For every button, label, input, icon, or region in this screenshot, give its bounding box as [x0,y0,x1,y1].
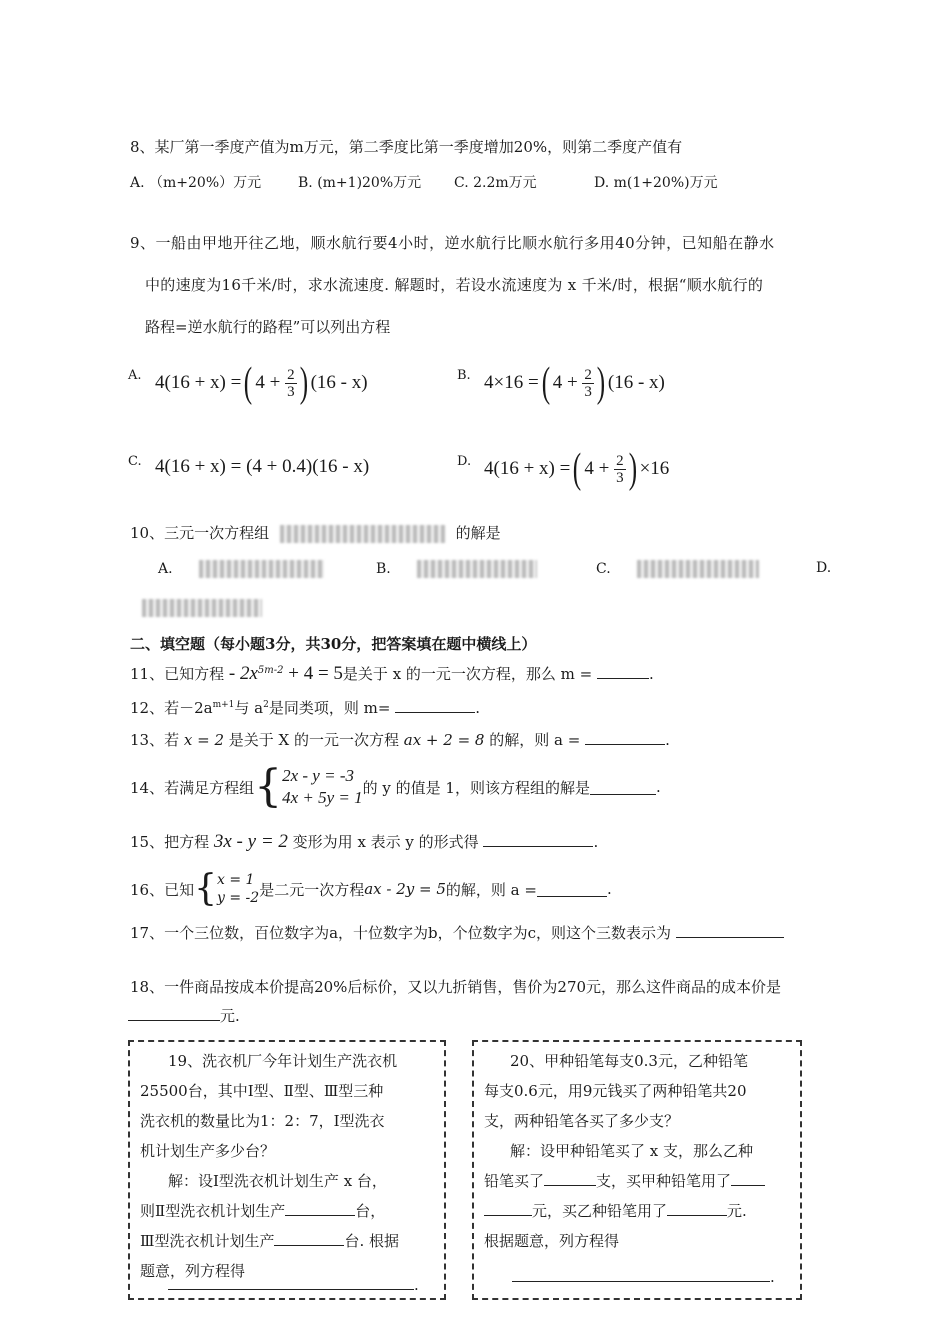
question-10-stem-prefix: 10、三元一次方程组 [130,524,270,542]
question-18-end: 元. [220,1007,240,1025]
question-9-option-d-equation [484,446,669,492]
question-19-line-8: 题意，列方程得 [140,1262,246,1280]
question-14-suffix: 的 y 的值是 1，则该方程组的解是 [362,778,590,797]
option-label: A. [158,561,173,577]
question-10-stem [130,522,501,543]
fraction-denominator: 3 [616,469,624,486]
question-16-system [217,871,259,907]
question-11-expr: - 2x [228,663,258,684]
question-16-equation: ax - 2y = 5 [364,880,446,898]
question-12-exponent-2: 2 [263,700,269,710]
question-13-prefix: 13、若 [130,731,180,749]
question-11-exponent: 5m-2 [257,665,284,676]
question-14-answer-blank[interactable] [590,780,656,795]
question-20-line-6-suffix: 元. [727,1202,747,1220]
question-11-prefix: 11、已知方程 [130,665,225,683]
fraction-numerator: 2 [287,366,295,383]
question-20-blank-cost-a[interactable] [731,1171,765,1186]
blurred-answer-image [417,560,537,578]
question-20-blank-count-b[interactable] [544,1171,596,1186]
question-17 [130,922,784,943]
question-20-equation-blank[interactable] [512,1267,770,1282]
question-18-line-1: 18、一件商品按成本价提高20%后标价，又以九折销售，售价为270元，那么这件商品的成本价是 [130,978,782,996]
question-15-prefix: 15、把方程 [130,833,210,851]
question-12-suffix: 是同类项，则 m= [268,699,391,717]
question-17-text: 17、一个三位数，百位数字为a，十位数字为b，个位数字为c，则这个三数表示为 [130,924,672,942]
question-14-prefix: 14、若满足方程组 [130,778,255,797]
equation-right: (16 - x) [607,372,665,393]
question-8-option-a: A. （m+20%）万元 [130,175,262,191]
question-13-condition: x = 2 [183,731,224,749]
question-10-option-d: D. [816,560,832,576]
question-8-option-d: D. m(1+20%)万元 [594,175,718,191]
question-13-equation: ax + 2 = 8 [403,731,485,749]
question-8-option-b: B. (m+1)20%万元 [298,175,422,191]
right-paren: ) [299,360,308,406]
question-20-line-5-text: 铅笔买了 [484,1172,545,1190]
question-10-option-c [596,560,759,578]
equation-left: 4(16 + x) = [155,372,242,393]
question-18-answer-blank[interactable] [128,1006,220,1021]
question-20-line-7: 根据题意，列方程得 [484,1232,620,1250]
question-19-line-5: 解：设Ⅰ型洗衣机计划生产 x 台， [168,1172,387,1190]
question-11-answer-blank[interactable] [597,664,649,679]
blurred-answer-image [637,560,759,578]
question-19-line-2: 25500台，其中Ⅰ型、Ⅱ型、Ⅲ型三种 [140,1082,384,1100]
fraction-denominator: 3 [287,383,295,400]
blurred-answer-image [142,599,262,617]
left-paren: ( [541,360,550,406]
question-18-line-2 [128,1005,240,1026]
question-16-end: . [606,880,612,898]
question-11-suffix: 是关于 x 的一元一次方程，那么 m = [342,665,593,683]
question-17-answer-blank[interactable] [676,923,784,938]
question-20-line-4: 解：设甲种铅笔买了 x 支，那么乙种 [510,1142,753,1160]
question-13-answer-blank[interactable] [585,730,665,745]
question-19-blank-type3[interactable] [274,1231,344,1246]
question-9-option-c-label: C. [128,454,142,469]
question-20-line-8 [512,1262,775,1292]
question-20-line-3: 支，两种铅笔各买了多少支？ [484,1112,680,1130]
question-19-line-7 [140,1226,399,1256]
question-20-line-5 [484,1166,765,1196]
question-9-option-a-equation [155,360,368,406]
fraction-numerator: 2 [584,366,592,383]
question-20-end: . [770,1268,775,1286]
question-20-line-2: 每支0.6元，用9元钱买了两种铅笔共20 [484,1082,747,1100]
question-12-end: . [475,699,480,717]
question-9-option-b-label: B. [457,368,471,383]
question-11 [130,663,654,685]
question-12 [130,697,480,718]
left-brace: { [194,868,217,909]
question-19-line-9 [168,1270,419,1300]
blurred-answer-image [199,560,324,578]
question-20-line-6-text: 元，买乙种铅笔用了 [532,1202,668,1220]
left-brace: { [254,761,283,812]
question-15-end: . [593,833,599,851]
option-label: B. [376,561,391,577]
question-9-line-1: 9、一船由甲地开往乙地，顺水航行要4小时，逆水航行比顺水航行多用40分钟，已知船在静水 [130,234,775,252]
question-19-line-4: 机计划生产多少台？ [140,1142,276,1160]
question-19-line-7-text: Ⅲ型洗衣机计划生产 [140,1232,275,1250]
option-label: C. [596,561,611,577]
question-10-option-d-image [142,598,262,617]
question-19-line-3: 洗衣机的数量比为1：2：7，Ⅰ型洗衣 [140,1112,385,1130]
equation-term: 4 + [584,458,610,479]
question-9-option-c-equation: 4(16 + x) = (4 + 0.4)(16 - x) [155,456,370,477]
question-19-line-6-text: 则Ⅱ型洗衣机计划生产 [140,1202,286,1220]
question-9-option-a-label: A. [128,368,142,383]
system-equation-2: y = -2 [217,890,260,906]
system-equation-1: 2x - y = -3 [282,766,354,785]
question-14-end: . [655,778,661,796]
question-12-prefix: 12、若－2a [130,699,213,717]
question-9-option-b-equation [484,360,665,406]
equation-term: 4 + [552,372,578,393]
question-9-option-d-label: D. [457,454,472,469]
question-12-exponent: m+1 [212,700,235,710]
blurred-equation-system-image [280,525,445,543]
question-20-line-5-middle: 支，买甲种铅笔用了 [596,1172,732,1190]
question-19-line-6 [140,1196,385,1226]
fraction-denominator: 3 [584,383,592,400]
question-9-line-2: 中的速度为16千米/时，求水流速度. 解题时，若设水流速度为 x 千米/时，根据“顺水航行的 [145,276,764,294]
question-15-answer-blank[interactable] [483,832,593,847]
question-15-equation: 3x - y = 2 [213,831,288,852]
question-12-middle: 与 a [234,699,264,717]
question-10-stem-suffix: 的解是 [455,524,501,542]
question-13 [130,729,670,750]
question-15-suffix: 变形为用 x 表示 y 的形式得 [292,833,479,851]
question-11-expr-rest: + 4 = 5 [283,663,343,684]
question-14-system [282,765,363,809]
equation-left: 4(16 + x) = [484,458,571,479]
question-16 [130,866,612,912]
question-12-answer-blank[interactable] [395,698,475,713]
question-16-middle: 是二元一次方程 [259,880,365,899]
question-20-line-6 [484,1196,747,1226]
question-9-line-3: 路程=逆水航行的路程”可以列出方程 [145,318,391,336]
equation-right: ×16 [639,458,670,479]
question-20-line-1: 20、甲种铅笔每支0.3元，乙种铅笔 [510,1052,748,1070]
question-11-end: . [649,665,654,683]
fraction-numerator: 2 [616,452,624,469]
question-13-end: . [665,731,670,749]
right-paren: ) [596,360,606,406]
fraction [582,367,594,400]
question-10-option-b [376,560,537,578]
question-15 [130,831,598,853]
question-16-prefix: 16、已知 [130,880,195,899]
question-16-suffix: 的解，则 a = [445,880,537,899]
question-19-equation-blank[interactable] [168,1275,414,1290]
system-equation-1: x = 1 [217,872,255,888]
question-13-suffix: 的解，则 a = [489,731,581,749]
question-19-blank-type2[interactable] [285,1201,355,1216]
system-equation-2: 4x + 5y = 1 [282,788,363,807]
question-8-stem: 8、某厂第一季度产值为m万元，第二季度比第一季度增加20%，则第二季度产值有 [130,138,683,156]
question-19-end: . [414,1276,419,1294]
fraction [614,453,626,486]
question-10-option-a [158,560,324,578]
question-19-line-7-suffix: 台. 根据 [344,1232,400,1250]
section-2-title: 二、填空题（每小题3分，共30分，把答案填在题中横线上） [130,635,537,653]
question-16-answer-blank[interactable] [537,882,607,897]
question-19-line-6-suffix: 台， [355,1202,386,1220]
left-paren: ( [573,446,582,492]
equation-right: (16 - x) [310,372,368,393]
equation-term: 4 + [255,372,281,393]
equation-left: 4×16 = [484,372,539,393]
fraction [285,367,297,400]
question-13-middle: 是关于 X 的一元一次方程 [228,731,399,749]
question-8-option-c: C. 2.2m万元 [454,175,537,191]
question-14 [130,760,661,814]
right-paren: ) [628,446,637,492]
question-20-blank-cost-a-cont[interactable] [484,1201,532,1216]
question-19-line-1: 19、洗衣机厂今年计划生产洗衣机 [168,1052,398,1070]
question-20-blank-cost-b[interactable] [667,1201,727,1216]
left-paren: ( [244,360,253,406]
